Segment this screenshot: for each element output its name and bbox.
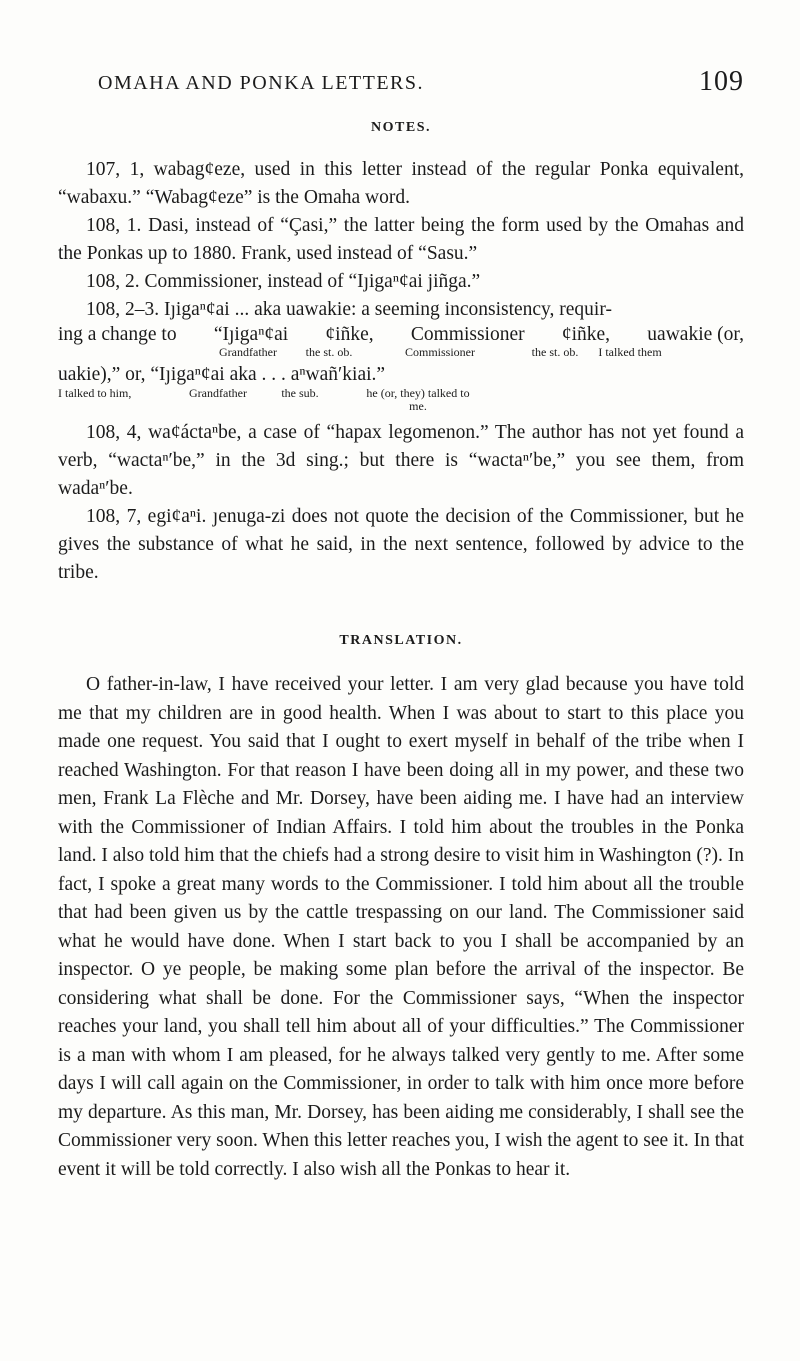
translation-heading: TRANSLATION. (339, 633, 463, 648)
interlinear-gloss: the st. ob. (531, 345, 579, 359)
page-number: 109 (699, 66, 744, 97)
running-title: OMAHA AND PONKA LETTERS. (98, 72, 425, 94)
interlinear-word: uawakie (or, (647, 324, 744, 345)
notes-section (58, 156, 744, 587)
note-108-4: 108, 4, wa¢áctaⁿbe, a case of “hapax legomenon.” The author has not yet found a verb, “wactaⁿ′be,” in the 3d sing.; but there is “wactaⁿ′be,” you see them, from wadaⁿ′be. (58, 422, 744, 499)
interlinear-line (58, 324, 744, 346)
interlinear-word: “Iȷigaⁿ¢ai (213, 324, 289, 345)
note-108-1: 108, 1. Dasi, instead of “Çasi,” the latter being the form used by the Omahas and the Ponkas up to 1880. Frank, used instead of “Sasu.” (58, 215, 744, 264)
interlinear-gloss-row (58, 346, 744, 359)
book-page (58, 62, 744, 1184)
interlinear-word: ing a change to (58, 324, 177, 345)
interlinear-gloss: he (or, they) talked to me. (366, 386, 470, 413)
interlinear-gloss: the sub. (281, 386, 319, 400)
interlinear-line: uakie),” or, “Iȷigaⁿ¢ai aka . . . aⁿwañ′kiai.” (58, 364, 386, 385)
interlinear-word: Commissioner (410, 324, 525, 345)
running-head (58, 62, 744, 98)
interlinear-word: ¢iñke, (561, 324, 611, 345)
interlinear-gloss-row (58, 387, 744, 417)
note-108-2: 108, 2. Commissioner, instead of “Iȷigaⁿ¢ai jiñga.” (86, 271, 481, 292)
interlinear-gloss: Grandfather (219, 345, 277, 359)
interlinear-gloss: I talked them (598, 345, 662, 359)
translation-section (58, 671, 744, 1184)
interlinear-word: ¢iñke, (325, 324, 374, 345)
interlinear-gloss: the st. ob. (305, 345, 353, 359)
interlinear-gloss: Commissioner (404, 345, 475, 359)
note-108-7: 108, 7, egi¢aⁿi. ȷenuga-zi does not quote the decision of the Commissioner, but he gives the substance of what he said, in the next sentence, followed by advice to the tribe. (58, 506, 744, 583)
note-107-1: 107, 1, wabag¢eze, used in this letter instead of the regular Ponka equivalent, “wabaxu.” “Wabag¢eze” is the Omaha word. (58, 159, 744, 208)
interlinear-gloss: I talked to him, (58, 386, 132, 400)
notes-heading: NOTES. (371, 120, 431, 135)
note-108-2-3: 108, 2–3. Iȷigaⁿ¢ai ... aka uawakie: a seeming inconsistency, requir- (86, 299, 612, 320)
translation-text: O father-in-law, I have received your letter. I am very glad because you have told me that my children are in good health. When I was about to start to this place you made one request. You said that I ought to exert myself in behalf of the tribe when I reached Washington. For that reason I have been doing all in my power, and these two men, Frank La Flèche and Mr. Dorsey, have been aiding me. I have had an interview with the Commissioner of Indian Affairs. I told him about the troubles in the Ponka land. I also told him that the chiefs had a strong desire to visit him in Washington (?). In fact, I spoke a great many words to the Commissioner. I told him about all the trouble that had been given us by the cattle trespassing on our land. The Commissioner said what he would have done. When I start back to you I shall be accompanied by an inspector. O ye people, be making some plan before the arrival of the inspector. Be considering what shall be done. For the Commissioner says, “When the inspector reaches your land, you shall tell him about all of your difficulties.” The Commissioner is a man with whom I am pleased, for he always talked very gently to me. After some days I will call again on the Commissioner, in order to talk with him once more before my departure. As this man, Mr. Dorsey, has been aiding me considerably, I shall see the Commissioner very soon. When this letter reaches you, I wish the agent to see it. In that event it will be told correctly. I also wish all the Ponkas to hear it. (58, 674, 744, 1180)
interlinear-gloss: Grandfather (189, 386, 247, 400)
